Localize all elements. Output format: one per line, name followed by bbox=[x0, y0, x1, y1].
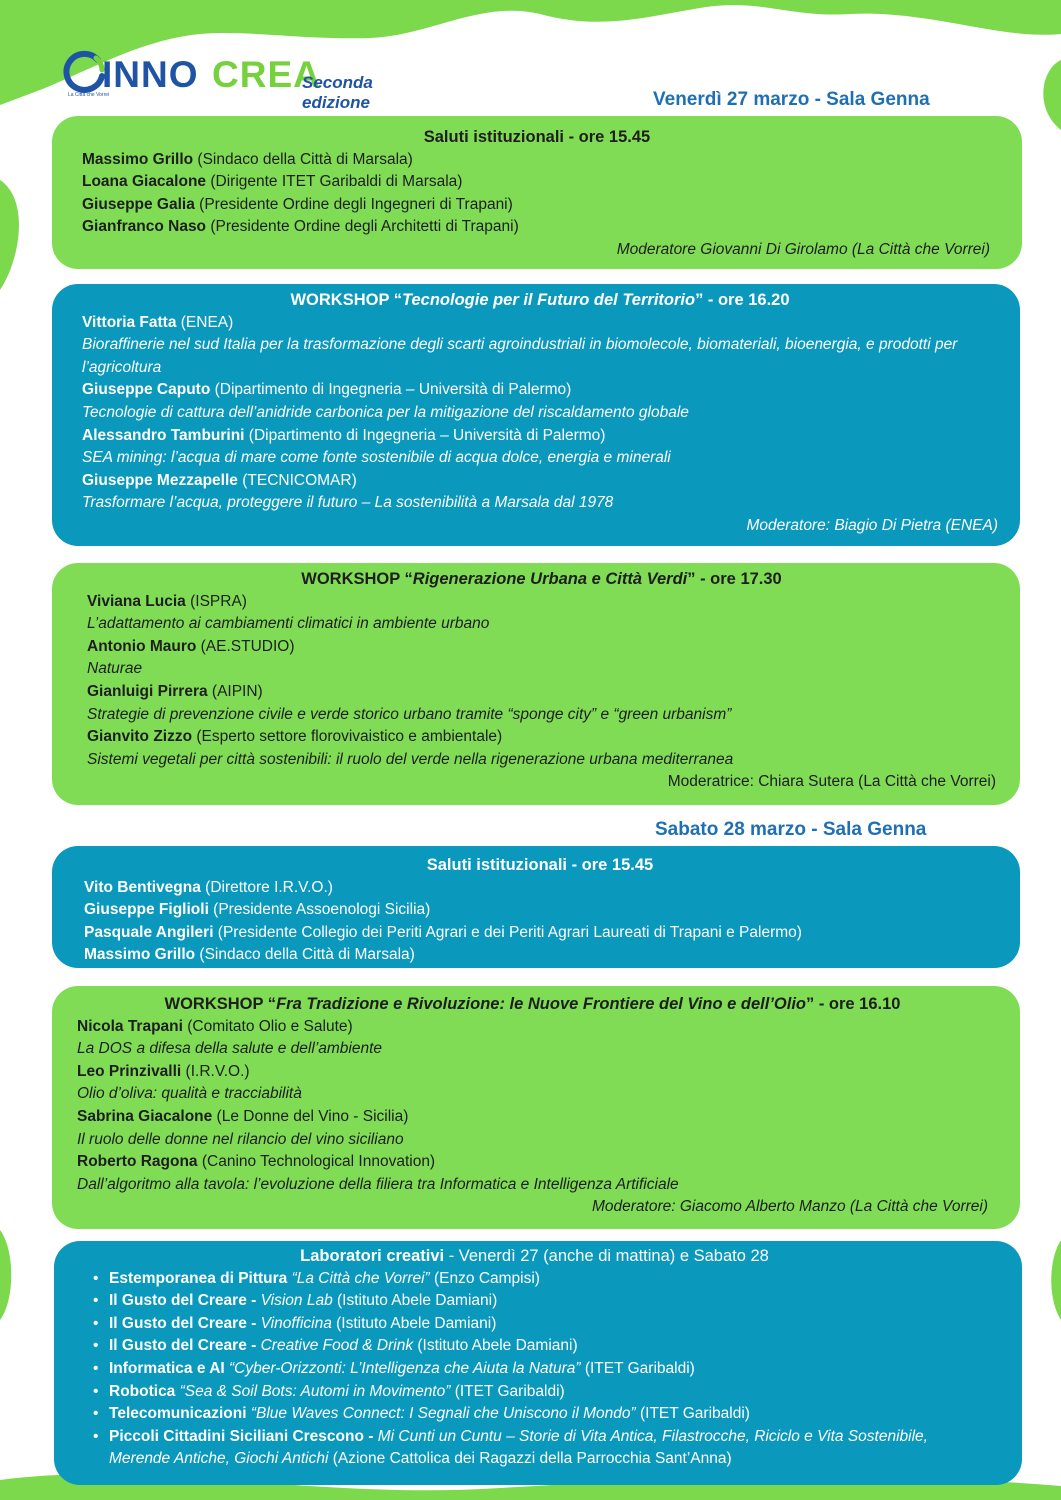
moderator: Moderatrice: Chiara Sutera (La Città che Vorrei) bbox=[667, 773, 996, 791]
person-role: (Sindaco della Città di Marsala) bbox=[195, 946, 415, 964]
lab-item: • Il Gusto del Creare - Vision Lab (Istituto Abele Damiani) bbox=[87, 1290, 982, 1313]
laboratori-creativi-block bbox=[54, 1241, 1022, 1485]
block-title: WORKSHOP “Rigenerazione Urbana e Città Verdi” - ore 17.30 bbox=[301, 570, 782, 588]
speaker-line bbox=[77, 1151, 988, 1174]
person-name: Massimo Grillo bbox=[84, 946, 196, 964]
block-title: WORKSHOP “Fra Tradizione e Rivoluzione: le Nuove Frontiere del Vino e dell’Olio” - ore 16.10 bbox=[164, 995, 901, 1013]
speaker-line bbox=[87, 726, 996, 749]
person-name: Giuseppe Galia bbox=[82, 195, 195, 213]
person-name: Pasquale Angileri bbox=[84, 923, 214, 941]
lab-item: • Estemporanea di Pittura “La Città che Vorrei” (Enzo Campisi) bbox=[87, 1268, 982, 1291]
speaker-line bbox=[87, 591, 996, 614]
talk-title: Bioraffinerie nel sud Italia per la trasformazione degli scarti agroindustriali in biomolecole, biomateriali, bioenergia, e prodotti per l’agricoltura bbox=[82, 336, 958, 376]
speaker-affiliation: (Dipartimento di Ingegneria – Università di Palermo) bbox=[244, 426, 606, 444]
speaker-name: Leo Prinzivalli bbox=[77, 1062, 182, 1080]
lab-list bbox=[87, 1268, 982, 1471]
person-line bbox=[82, 171, 992, 194]
talk-title: La DOS a difesa della salute e dell’ambiente bbox=[77, 1040, 383, 1058]
logo-swirl-icon bbox=[62, 50, 106, 94]
person-role: (Presidente Ordine degli Architetti di Trapani) bbox=[206, 218, 519, 236]
talk-title: Trasformare l’acqua, proteggere il futuro – La sostenibilità a Marsala dal 1978 bbox=[82, 494, 614, 512]
speaker-name: Gianluigi Pirrera bbox=[87, 682, 208, 700]
workshop-tecnologie-block bbox=[52, 284, 1020, 546]
moderator: Moderatore: Giacomo Alberto Manzo (La Città che Vorrei) bbox=[592, 1198, 988, 1216]
talk-title: Strategie di prevenzione civile e verde storico urbano tramite “sponge city” e “green urbanism” bbox=[87, 705, 732, 723]
workshop-rigenerazione-block bbox=[52, 563, 1020, 805]
speaker-affiliation: (AIPIN) bbox=[207, 682, 263, 700]
speaker-affiliation: (TECNICOMAR) bbox=[237, 471, 357, 489]
day-heading-friday: Venerdì 27 marzo - Sala Genna bbox=[653, 89, 930, 110]
talk-title: Il ruolo delle donne nel rilancio del vino siciliano bbox=[77, 1130, 404, 1148]
speaker-line bbox=[82, 379, 998, 402]
speaker-line bbox=[82, 312, 998, 335]
lab-item: • Piccoli Cittadini Siciliani Crescono - Mi Cunti un Cuntu – Storie di Vita Antica, Filastrocche, Riciclo e Vita Sostenibile, Merende Antiche, Giochi Antichi (Azione Cattolica dei Ragazzi della Parrocchia Sant’Anna) bbox=[87, 1426, 982, 1471]
person-line bbox=[84, 877, 996, 900]
speaker-line bbox=[82, 470, 998, 493]
person-name: Massimo Grillo bbox=[82, 150, 194, 168]
talk-title: SEA mining: l’acqua di mare come fonte sostenibile di acqua dolce, energia e minerali bbox=[82, 449, 671, 467]
person-role: (Sindaco della Città di Marsala) bbox=[193, 150, 413, 168]
block-title: Saluti istituzionali - ore 15.45 bbox=[426, 856, 654, 874]
talk-title: L’adattamento ai cambiamenti climatici in ambiente urbano bbox=[87, 615, 490, 633]
speaker-affiliation: (I.R.V.O.) bbox=[181, 1062, 250, 1080]
person-name: Gianfranco Naso bbox=[82, 218, 207, 236]
speaker-name: Antonio Mauro bbox=[87, 637, 197, 655]
speaker-name: Sabrina Giacalone bbox=[77, 1107, 213, 1125]
person-role: (Dirigente ITET Garibaldi di Marsala) bbox=[206, 173, 463, 191]
speaker-line bbox=[77, 1106, 988, 1129]
person-role: (Presidente Collegio dei Periti Agrari e dei Periti Agrari Laureati di Trapani e Palermo) bbox=[213, 923, 802, 941]
person-line bbox=[82, 216, 992, 239]
speaker-affiliation: (Comitato Olio e Salute) bbox=[182, 1017, 353, 1035]
speaker-name: Vittoria Fatta bbox=[82, 313, 177, 331]
logo-tagline: La Città che Vorrei bbox=[68, 92, 110, 98]
talk-title: Tecnologie di cattura dell’anidride carbonica per la mitigazione del riscaldamento globale bbox=[82, 403, 689, 421]
day-heading-saturday: Sabato 28 marzo - Sala Genna bbox=[655, 819, 927, 840]
talk-title: Sistemi vegetali per città sostenibili: il ruolo del verde nella rigenerazione urbana mediterranea bbox=[87, 750, 734, 768]
lab-item: • Telecomunicazioni “Blue Waves Connect: I Segnali che Uniscono il Mondo” (ITET Garibaldi) bbox=[87, 1403, 982, 1426]
block-title: Laboratori creativi - Venerdì 27 (anche di mattina) e Sabato 28 bbox=[300, 1247, 769, 1265]
logo-word-inno: INNO bbox=[102, 54, 199, 95]
friday-welcome-block bbox=[52, 116, 1022, 269]
person-line bbox=[84, 944, 996, 967]
workshop-vino-olio-block bbox=[52, 986, 1020, 1229]
speaker-name: Roberto Ragona bbox=[77, 1153, 198, 1171]
person-line bbox=[84, 922, 996, 945]
person-line bbox=[82, 149, 992, 172]
speaker-affiliation: (ISPRA) bbox=[185, 592, 247, 610]
speaker-affiliation: (Esperto settore florovivaistico e ambientale) bbox=[192, 728, 503, 746]
person-role: (Presidente Assoenologi Sicilia) bbox=[208, 901, 431, 919]
speaker-affiliation: (ENEA) bbox=[176, 313, 234, 331]
speaker-line bbox=[87, 636, 996, 659]
person-line bbox=[84, 899, 996, 922]
block-title: Saluti istituzionali - ore 15.45 bbox=[423, 128, 651, 146]
person-line bbox=[82, 194, 992, 217]
person-role: (Presidente Ordine degli Ingegneri di Trapani) bbox=[194, 195, 513, 213]
speaker-affiliation: (AE.STUDIO) bbox=[196, 637, 295, 655]
person-name: Loana Giacalone bbox=[82, 173, 207, 191]
person-name: Giuseppe Figlioli bbox=[84, 901, 209, 919]
speaker-line bbox=[77, 1061, 988, 1084]
speaker-name: Giuseppe Mezzapelle bbox=[82, 471, 238, 489]
speaker-line bbox=[77, 1016, 988, 1039]
speaker-name: Gianvito Zizzo bbox=[87, 728, 193, 746]
speaker-name: Giuseppe Caputo bbox=[82, 381, 211, 399]
lab-item: • Il Gusto del Creare - Vinofficina (Istituto Abele Damiani) bbox=[87, 1313, 982, 1336]
person-role: (Direttore I.R.V.O.) bbox=[200, 878, 333, 896]
lab-item: • Robotica “Sea & Soil Bots: Automi in Movimento” (ITET Garibaldi) bbox=[87, 1381, 982, 1404]
moderator: Moderatore Giovanni Di Girolamo (La Città che Vorrei) bbox=[616, 240, 990, 258]
block-title: WORKSHOP “Tecnologie per il Futuro del Territorio” - ore 16.20 bbox=[290, 291, 790, 309]
speaker-affiliation: (Le Donne del Vino - Sicilia) bbox=[212, 1107, 409, 1125]
logo-word-crea: CREA bbox=[212, 54, 321, 95]
talk-title: Olio d’oliva: qualità e tracciabilità bbox=[77, 1085, 302, 1103]
person-name: Vito Bentivegna bbox=[84, 878, 201, 896]
lab-item: • Informatica e AI “Cyber-Orizzonti: L’Intelligenza che Aiuta la Natura” (ITET Garibaldi) bbox=[87, 1358, 982, 1381]
talk-title: Dall’algoritmo alla tavola: l’evoluzione della filiera tra Informatica e Intelligenza Artificiale bbox=[77, 1175, 679, 1193]
speaker-name: Viviana Lucia bbox=[87, 592, 186, 610]
speaker-affiliation: (Canino Technological Innovation) bbox=[197, 1153, 436, 1171]
speaker-line bbox=[82, 425, 998, 448]
logo-edition: Seconda edizione bbox=[302, 73, 373, 112]
innocrea-logo bbox=[62, 48, 442, 112]
saturday-welcome-block bbox=[52, 846, 1020, 968]
speaker-name: Alessandro Tamburini bbox=[82, 426, 245, 444]
speaker-name: Nicola Trapani bbox=[77, 1017, 183, 1035]
speaker-affiliation: (Dipartimento di Ingegneria – Università di Palermo) bbox=[210, 381, 572, 399]
moderator: Moderatore: Biagio Di Pietra (ENEA) bbox=[746, 516, 998, 534]
talk-title: Naturae bbox=[87, 660, 143, 678]
lab-item: • Il Gusto del Creare - Creative Food & Drink (Istituto Abele Damiani) bbox=[87, 1335, 982, 1358]
speaker-line bbox=[87, 681, 996, 704]
